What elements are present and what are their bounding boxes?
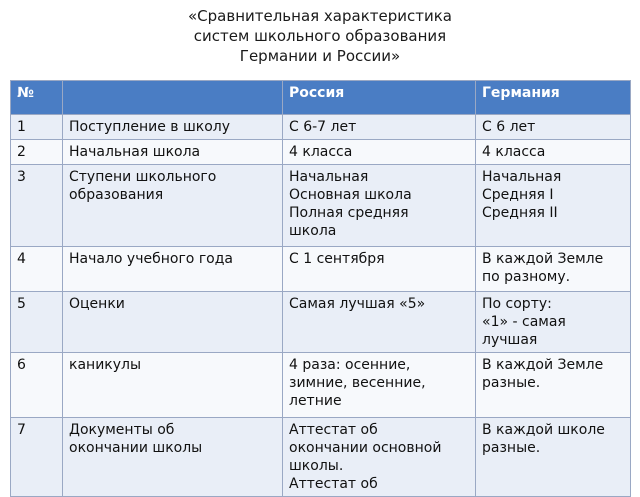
row-russia-cell bbox=[283, 292, 476, 353]
table-row bbox=[11, 418, 631, 497]
item-text-line: Оценки bbox=[69, 296, 125, 312]
item-text-line: Документы об bbox=[69, 422, 175, 438]
row-russia-cell bbox=[283, 140, 476, 165]
table-row bbox=[11, 115, 631, 140]
russia-text-line: Аттестат об bbox=[289, 422, 378, 438]
russia-text-line: Аттестат об bbox=[289, 476, 378, 492]
item-text-line: Ступени школьного bbox=[69, 169, 217, 185]
germany-text-line: «1» - самая bbox=[482, 314, 566, 330]
row-number-cell: 7 bbox=[11, 418, 63, 497]
item-text-line: окончании школы bbox=[69, 440, 203, 456]
table-header-row bbox=[11, 81, 631, 115]
germany-text-line: по разному. bbox=[482, 269, 571, 285]
item-text-line: каникулы bbox=[69, 357, 142, 373]
russia-text-line: 4 раза: осенние, bbox=[289, 357, 411, 373]
germany-text-line: В каждой Земле bbox=[482, 251, 604, 267]
row-item-cell bbox=[63, 165, 283, 247]
table-row bbox=[11, 165, 631, 247]
germany-text-line: В каждой школе bbox=[482, 422, 605, 438]
germany-text-line: Начальная bbox=[482, 169, 562, 185]
germany-text-line: разные. bbox=[482, 440, 541, 456]
germany-text-line: лучшая bbox=[482, 332, 538, 348]
russia-text-line: 4 класса bbox=[289, 144, 353, 160]
row-russia-cell bbox=[283, 247, 476, 292]
russia-text-line: Основная школа bbox=[289, 187, 412, 203]
russia-text-line: Начальная bbox=[289, 169, 369, 185]
germany-text-line: Средняя II bbox=[482, 205, 558, 221]
germany-text-line: По сорту: bbox=[482, 296, 552, 312]
germany-text-line: 4 класса bbox=[482, 144, 546, 160]
title-line-3: Германии и России» bbox=[239, 47, 401, 65]
row-germany-cell bbox=[476, 247, 631, 292]
title-line-2: систем школьного образования bbox=[193, 27, 447, 45]
row-germany-cell bbox=[476, 165, 631, 247]
header-item bbox=[63, 81, 283, 115]
russia-text-line: школы. bbox=[289, 458, 344, 474]
row-russia-cell bbox=[283, 115, 476, 140]
row-number-cell: 6 bbox=[11, 353, 63, 418]
table-body bbox=[11, 115, 631, 497]
title-line-1: «Сравнительная характеристика bbox=[187, 7, 452, 25]
row-germany-cell bbox=[476, 292, 631, 353]
row-item-cell bbox=[63, 418, 283, 497]
header-number: № bbox=[11, 81, 63, 115]
row-number-cell: 2 bbox=[11, 140, 63, 165]
row-germany-cell bbox=[476, 418, 631, 497]
row-russia-cell bbox=[283, 353, 476, 418]
table-row bbox=[11, 140, 631, 165]
item-text-line: Начало учебного года bbox=[69, 251, 233, 267]
row-item-cell bbox=[63, 353, 283, 418]
russia-text-line: С 6-7 лет bbox=[289, 119, 357, 135]
page-title bbox=[0, 6, 640, 66]
row-russia-cell bbox=[283, 165, 476, 247]
row-number-cell: 3 bbox=[11, 165, 63, 247]
header-germany: Германия bbox=[476, 81, 631, 115]
russia-text-line: зимние, весенние, bbox=[289, 375, 426, 391]
germany-text-line: С 6 лет bbox=[482, 119, 536, 135]
russia-text-line: школа bbox=[289, 223, 337, 239]
row-item-cell bbox=[63, 292, 283, 353]
item-text-line: Начальная школа bbox=[69, 144, 201, 160]
germany-text-line: Средняя I bbox=[482, 187, 554, 203]
row-item-cell bbox=[63, 247, 283, 292]
russia-text-line: летние bbox=[289, 393, 342, 409]
germany-text-line: разные. bbox=[482, 375, 541, 391]
russia-text-line: окончании основной bbox=[289, 440, 442, 456]
russia-text-line: Самая лучшая «5» bbox=[289, 296, 426, 312]
row-number-cell: 1 bbox=[11, 115, 63, 140]
row-germany-cell bbox=[476, 140, 631, 165]
row-germany-cell bbox=[476, 115, 631, 140]
germany-text-line: В каждой Земле bbox=[482, 357, 604, 373]
russia-text-line: Полная средняя bbox=[289, 205, 409, 221]
table-row bbox=[11, 247, 631, 292]
table-row bbox=[11, 292, 631, 353]
item-text-line: Поступление в школу bbox=[69, 119, 231, 135]
row-item-cell bbox=[63, 140, 283, 165]
row-number-cell: 5 bbox=[11, 292, 63, 353]
row-number-cell: 4 bbox=[11, 247, 63, 292]
table-row bbox=[11, 353, 631, 418]
item-text-line: образования bbox=[69, 187, 164, 203]
row-germany-cell bbox=[476, 353, 631, 418]
row-russia-cell bbox=[283, 418, 476, 497]
header-russia: Россия bbox=[283, 81, 476, 115]
comparison-table bbox=[10, 80, 631, 497]
russia-text-line: С 1 сентября bbox=[289, 251, 385, 267]
row-item-cell bbox=[63, 115, 283, 140]
